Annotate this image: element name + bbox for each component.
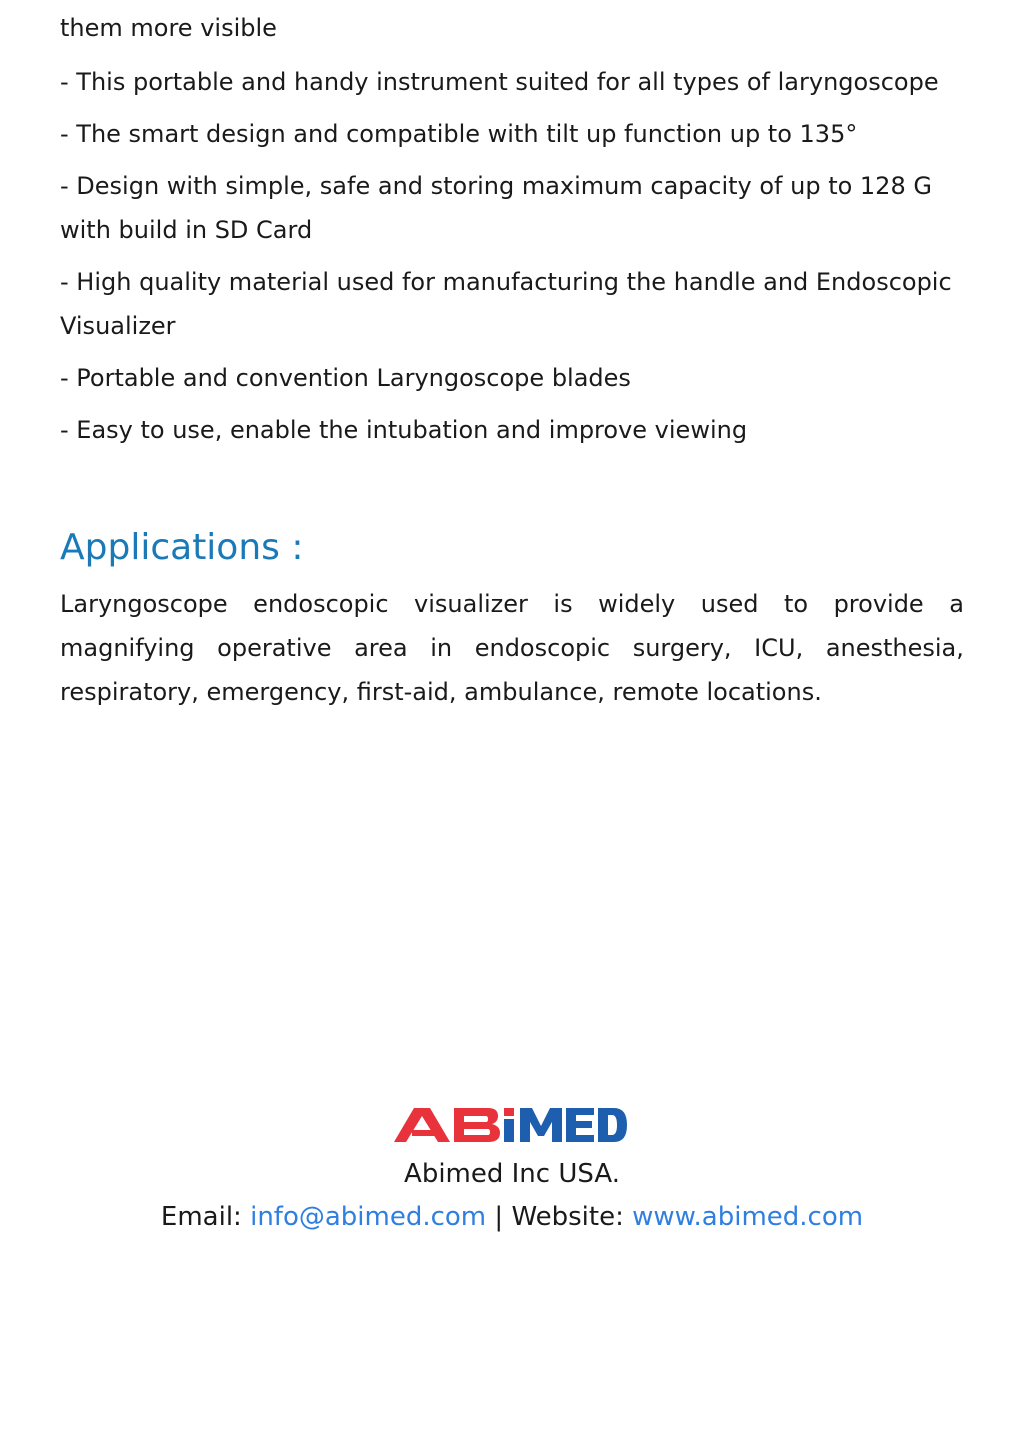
word: used [700, 590, 759, 618]
abimed-logo [392, 1104, 628, 1146]
word: Laryngoscope [60, 590, 228, 618]
feature-text: - Design with simple, safe and storing maximum capacity of up to 128 G [60, 172, 932, 200]
company-name: Abimed Inc USA. [404, 1159, 620, 1189]
continuation-line: them more visible [60, 14, 277, 42]
word: ICU, [754, 634, 804, 662]
website-link[interactable]: www.abimed.com [632, 1202, 864, 1232]
word: widely [598, 590, 676, 618]
word: operative [217, 634, 332, 662]
word: endoscopic [474, 634, 611, 662]
word: magnifying [60, 634, 195, 662]
feature-text: - Portable and convention Laryngoscope blades [60, 364, 631, 392]
feature-item [60, 260, 964, 348]
word: visualizer [414, 590, 528, 618]
word: provide [833, 590, 924, 618]
email-link[interactable]: info@abimed.com [250, 1202, 487, 1232]
word: a [949, 590, 964, 618]
feature-text-continued: Visualizer [60, 312, 176, 340]
feature-text-continued: with build in SD Card [60, 216, 313, 244]
applications-line-2 [60, 626, 964, 670]
logo-letter-a [394, 1108, 450, 1142]
email-label: Email: [160, 1202, 242, 1232]
word: is [553, 590, 573, 618]
feature-text: - The smart design and compatible with tilt up function up to 135° [60, 120, 858, 148]
feature-text: - This portable and handy instrument suited for all types of laryngoscope [60, 68, 939, 96]
word: in [430, 634, 453, 662]
word: anesthesia, [825, 634, 964, 662]
word: endoscopic [253, 590, 389, 618]
feature-item [60, 408, 964, 452]
word: area [354, 634, 408, 662]
applications-paragraph [60, 582, 964, 714]
contact-line [0, 1195, 1024, 1239]
word: to [783, 590, 809, 618]
logo-letter-e [566, 1108, 594, 1142]
separator: | [494, 1202, 504, 1232]
website-label: Website: [511, 1202, 624, 1232]
feature-item [60, 164, 964, 252]
feature-text: - Easy to use, enable the intubation and improve viewing [60, 416, 748, 444]
feature-item [60, 60, 964, 104]
logo-letter-b [454, 1108, 500, 1142]
feature-item [60, 112, 964, 156]
applications-line-1 [60, 582, 964, 626]
feature-text: - High quality material used for manufacturing the handle and Endoscopic [60, 268, 952, 296]
logo-letter-m [520, 1108, 562, 1142]
feature-item [60, 356, 964, 400]
logo-letter-d [598, 1108, 627, 1142]
applications-line-3: respiratory, emergency, first-aid, ambulance, remote locations. [60, 678, 822, 706]
feature-list [60, 60, 964, 460]
applications-heading: Applications : [60, 527, 304, 568]
logo-letter-i [504, 1108, 514, 1142]
word: surgery, [632, 634, 732, 662]
